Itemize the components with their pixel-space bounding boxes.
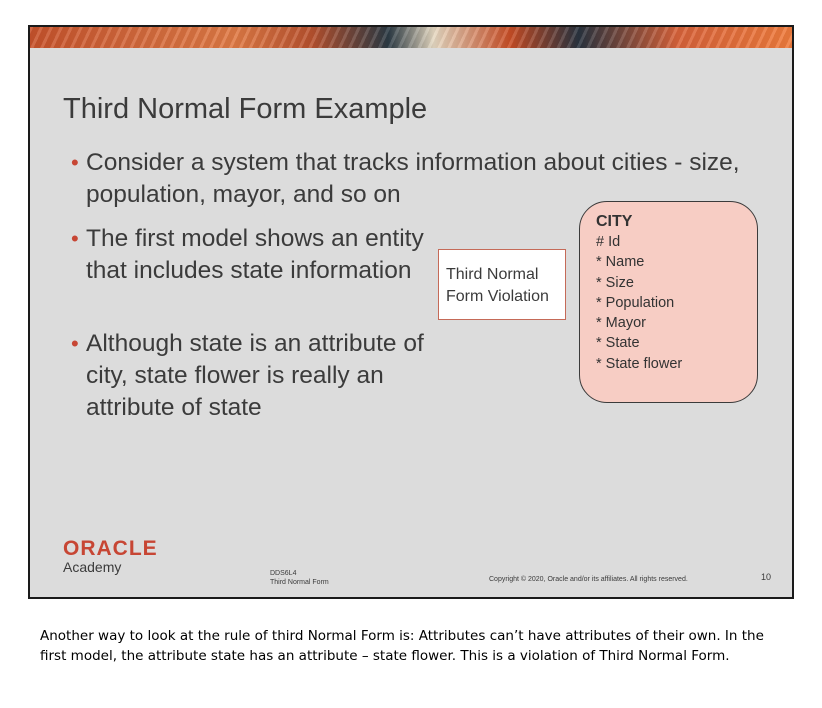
- entity-name: CITY: [596, 213, 633, 230]
- violation-label-line: Form Violation: [446, 288, 549, 305]
- entity-attribute: * Size: [596, 274, 634, 291]
- entity-attribute: * State flower: [596, 355, 683, 372]
- violation-callout: [438, 249, 566, 320]
- entity-attribute: * Name: [596, 254, 645, 271]
- slide: [28, 25, 794, 599]
- bullet-dot-icon: •: [71, 150, 79, 175]
- bullet-text: Although state is an attribute of city, state flower is really an attribute of state: [86, 330, 424, 421]
- bullet-text: The first model shows an entity that includes state information: [86, 225, 424, 284]
- notes-caption: Another way to look at the rule of third Normal Form is: Attributes can’t have attributes of their own. In the first model, the attribute state has an attribute – state flower. This is a violation of Third Normal Form.: [40, 628, 764, 664]
- decorative-banner: [30, 27, 792, 48]
- bullet-item: [71, 328, 426, 424]
- entity-attribute: # Id: [596, 234, 621, 250]
- entity-attribute: * Population: [596, 294, 675, 311]
- academy-label: Academy: [63, 559, 122, 575]
- oracle-logo: ORACLE: [63, 537, 158, 560]
- course-code-line: DDS6L4: [270, 570, 297, 577]
- slide-title: Third Normal Form Example: [63, 93, 428, 125]
- entity-attribute: * Mayor: [596, 315, 646, 332]
- bullet-dot-icon: •: [71, 226, 79, 251]
- page-number: 10: [761, 572, 772, 582]
- bullet-item: [71, 223, 426, 287]
- city-entity-box: [579, 201, 758, 403]
- entity-attribute: * State: [596, 335, 640, 352]
- violation-label-line: Third Normal: [446, 266, 539, 283]
- course-topic-line: Third Normal Form: [270, 579, 329, 586]
- bullet-dot-icon: •: [71, 331, 79, 356]
- copyright-notice: Copyright © 2020, Oracle and/or its affiliates. All rights reserved.: [489, 576, 688, 583]
- bullet-text: Consider a system that tracks information about cities - size, population, mayor, and so on: [86, 149, 740, 208]
- course-code: [270, 569, 329, 587]
